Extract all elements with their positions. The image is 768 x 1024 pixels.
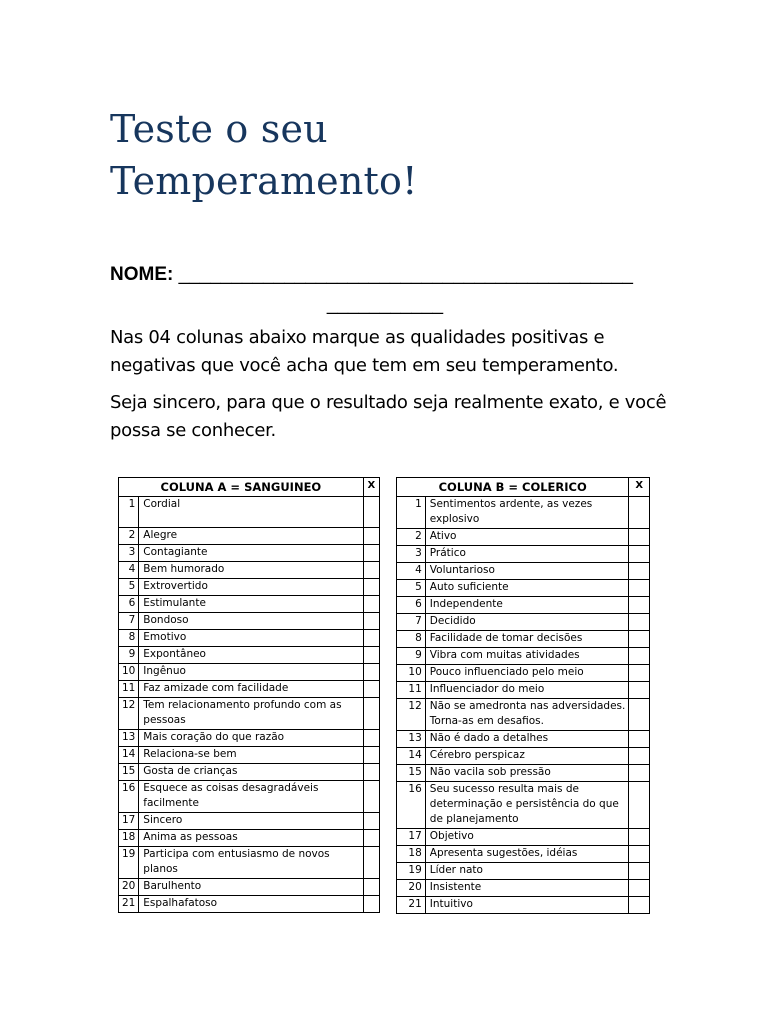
table-row	[119, 613, 380, 630]
row-number: 9	[397, 648, 426, 665]
row-number: 14	[119, 747, 139, 764]
row-number: 13	[119, 730, 139, 747]
table-row	[119, 730, 380, 747]
table-row	[397, 897, 650, 914]
mark-checkbox[interactable]	[629, 529, 650, 546]
mark-checkbox[interactable]	[629, 665, 650, 682]
row-quality: Participa com entusiasmo de novos planos	[139, 847, 363, 879]
table-row	[119, 896, 380, 913]
row-number: 12	[119, 698, 139, 730]
row-quality: Independente	[425, 597, 629, 614]
table-row	[119, 781, 380, 813]
table-row	[119, 879, 380, 896]
row-number: 16	[397, 782, 426, 829]
row-quality: Apresenta sugestões, idéias	[425, 846, 629, 863]
row-number: 18	[119, 830, 139, 847]
table-row	[397, 648, 650, 665]
table-row	[397, 546, 650, 563]
table-row	[397, 765, 650, 782]
row-number: 16	[119, 781, 139, 813]
row-quality: Decidido	[425, 614, 629, 631]
table-row	[397, 829, 650, 846]
row-number: 6	[119, 596, 139, 613]
table-row	[397, 731, 650, 748]
row-quality: Emotivo	[139, 630, 363, 647]
row-quality: Relaciona-se bem	[139, 747, 363, 764]
row-quality: Cérebro perspicaz	[425, 748, 629, 765]
instructions-paragraph: Nas 04 colunas abaixo marque as qualidades positivas e negativas que você acha que tem em seu temperamento.	[110, 327, 619, 376]
page-title	[110, 103, 418, 207]
table-row	[397, 563, 650, 580]
mark-checkbox[interactable]	[363, 698, 379, 730]
table-row	[119, 630, 380, 647]
mark-checkbox[interactable]	[629, 880, 650, 897]
row-number: 8	[119, 630, 139, 647]
mark-checkbox[interactable]	[363, 747, 379, 764]
table-row	[397, 631, 650, 648]
table-row	[119, 562, 380, 579]
row-quality: Ingênuo	[139, 664, 363, 681]
mark-checkbox[interactable]	[629, 580, 650, 597]
table-coluna-a	[118, 477, 380, 913]
table-b-x-header: X	[629, 478, 650, 497]
row-quality: Bondoso	[139, 613, 363, 630]
row-number: 18	[397, 846, 426, 863]
mark-checkbox[interactable]	[629, 597, 650, 614]
table-row	[397, 597, 650, 614]
table-row	[119, 747, 380, 764]
table-a-x-header: X	[363, 478, 379, 497]
row-quality: Líder nato	[425, 863, 629, 880]
name-label: NOME:	[110, 264, 174, 285]
row-number: 17	[397, 829, 426, 846]
name-blank-line-1[interactable]: ___________________________________________	[173, 264, 633, 285]
row-quality: Auto suficiente	[425, 580, 629, 597]
row-quality: Insistente	[425, 880, 629, 897]
mark-checkbox[interactable]	[629, 563, 650, 580]
table-row	[397, 682, 650, 699]
row-number: 7	[397, 614, 426, 631]
mark-checkbox[interactable]	[363, 764, 379, 781]
mark-checkbox[interactable]	[363, 497, 379, 528]
mark-checkbox[interactable]	[363, 781, 379, 813]
row-number: 6	[397, 597, 426, 614]
mark-checkbox[interactable]	[363, 562, 379, 579]
row-quality: Vibra com muitas atividades	[425, 648, 629, 665]
mark-checkbox[interactable]	[363, 830, 379, 847]
row-quality: Extrovertido	[139, 579, 363, 596]
mark-checkbox[interactable]	[629, 846, 650, 863]
mark-checkbox[interactable]	[363, 681, 379, 698]
row-number: 21	[119, 896, 139, 913]
table-row	[119, 664, 380, 681]
mark-checkbox[interactable]	[363, 847, 379, 879]
row-number: 12	[397, 699, 426, 731]
row-number: 11	[397, 682, 426, 699]
table-row	[119, 528, 380, 545]
table-row	[397, 614, 650, 631]
mark-checkbox[interactable]	[363, 596, 379, 613]
row-quality: Não se amedronta nas adversidades. Torna-as em desafios.	[425, 699, 629, 731]
row-quality: Contagiante	[139, 545, 363, 562]
mark-checkbox[interactable]	[629, 682, 650, 699]
mark-checkbox[interactable]	[629, 829, 650, 846]
row-quality: Não vacila sob pressão	[425, 765, 629, 782]
row-quality: Prático	[425, 546, 629, 563]
row-quality: Ativo	[425, 529, 629, 546]
table-row	[119, 647, 380, 664]
table-row	[397, 846, 650, 863]
row-quality: Barulhento	[139, 879, 363, 896]
row-quality: Facilidade de tomar decisões	[425, 631, 629, 648]
row-number: 19	[119, 847, 139, 879]
row-quality: Objetivo	[425, 829, 629, 846]
row-quality: Tem relacionamento profundo com as pessoas	[139, 698, 363, 730]
table-row	[397, 880, 650, 897]
table-row	[119, 596, 380, 613]
row-number: 5	[397, 580, 426, 597]
mark-checkbox[interactable]	[363, 896, 379, 913]
table-row	[119, 813, 380, 830]
row-number: 7	[119, 613, 139, 630]
row-quality: Expontâneo	[139, 647, 363, 664]
row-quality: Bem humorado	[139, 562, 363, 579]
mark-checkbox[interactable]	[363, 528, 379, 545]
mark-checkbox[interactable]	[629, 497, 650, 529]
mark-checkbox[interactable]	[363, 579, 379, 596]
table-row	[119, 545, 380, 562]
table-row	[397, 580, 650, 597]
row-number: 4	[397, 563, 426, 580]
row-number: 10	[397, 665, 426, 682]
table-row	[397, 863, 650, 880]
mark-checkbox[interactable]	[629, 731, 650, 748]
mark-checkbox[interactable]	[629, 897, 650, 914]
row-quality: Influenciador do meio	[425, 682, 629, 699]
row-number: 14	[397, 748, 426, 765]
row-quality: Gosta de crianças	[139, 764, 363, 781]
row-quality: Sincero	[139, 813, 363, 830]
row-quality: Seu sucesso resulta mais de determinação e persistência do que de planejamento	[425, 782, 629, 829]
row-quality: Faz amizade com facilidade	[139, 681, 363, 698]
table-b-header: COLUNA B = COLERICO	[397, 478, 629, 497]
row-number: 3	[397, 546, 426, 563]
mark-checkbox[interactable]	[629, 546, 650, 563]
row-quality: Esquece as coisas desagradáveis facilmente	[139, 781, 363, 813]
row-quality: Mais coração do que razão	[139, 730, 363, 747]
row-quality: Anima as pessoas	[139, 830, 363, 847]
row-number: 13	[397, 731, 426, 748]
mark-checkbox[interactable]	[629, 765, 650, 782]
row-number: 2	[397, 529, 426, 546]
row-number: 21	[397, 897, 426, 914]
row-number: 1	[397, 497, 426, 529]
table-row	[397, 665, 650, 682]
mark-checkbox[interactable]	[629, 782, 650, 829]
table-row	[397, 699, 650, 731]
mark-checkbox[interactable]	[629, 863, 650, 880]
table-row	[397, 497, 650, 529]
row-number: 17	[119, 813, 139, 830]
table-row	[119, 847, 380, 879]
row-number: 3	[119, 545, 139, 562]
row-number: 1	[119, 497, 139, 528]
table-a-header: COLUNA A = SANGUINEO	[119, 478, 364, 497]
row-quality: Estimulante	[139, 596, 363, 613]
mark-checkbox[interactable]	[629, 631, 650, 648]
mark-checkbox[interactable]	[629, 699, 650, 731]
title-line-1: Teste o seu	[110, 107, 328, 151]
mark-checkbox[interactable]	[363, 647, 379, 664]
mark-checkbox[interactable]	[363, 879, 379, 896]
row-quality: Pouco influenciado pelo meio	[425, 665, 629, 682]
mark-checkbox[interactable]	[363, 613, 379, 630]
row-number: 15	[397, 765, 426, 782]
table-row	[119, 764, 380, 781]
mark-checkbox[interactable]	[363, 545, 379, 562]
table-row	[397, 748, 650, 765]
row-quality: Alegre	[139, 528, 363, 545]
row-quality: Intuitivo	[425, 897, 629, 914]
name-field	[110, 260, 660, 320]
name-blank-line-2[interactable]: ___________	[326, 294, 444, 315]
sincerity-paragraph: Seja sincero, para que o resultado seja realmente exato, e você possa se conhecer.	[110, 392, 667, 441]
mark-checkbox[interactable]	[363, 630, 379, 647]
row-number: 8	[397, 631, 426, 648]
mark-checkbox[interactable]	[363, 730, 379, 747]
row-number: 20	[397, 880, 426, 897]
table-row	[397, 782, 650, 829]
table-row	[119, 579, 380, 596]
table-coluna-b	[396, 477, 650, 914]
row-quality: Espalhafatoso	[139, 896, 363, 913]
row-number: 19	[397, 863, 426, 880]
mark-checkbox[interactable]	[629, 748, 650, 765]
table-row	[119, 830, 380, 847]
table-row	[119, 681, 380, 698]
row-quality: Cordial	[139, 497, 363, 528]
table-row	[119, 698, 380, 730]
mark-checkbox[interactable]	[629, 614, 650, 631]
row-number: 2	[119, 528, 139, 545]
row-number: 9	[119, 647, 139, 664]
row-quality: Não é dado a detalhes	[425, 731, 629, 748]
row-number: 11	[119, 681, 139, 698]
row-number: 15	[119, 764, 139, 781]
table-row	[397, 529, 650, 546]
mark-checkbox[interactable]	[363, 664, 379, 681]
row-number: 5	[119, 579, 139, 596]
row-number: 10	[119, 664, 139, 681]
row-number: 4	[119, 562, 139, 579]
table-row	[119, 497, 380, 528]
row-quality: Voluntarioso	[425, 563, 629, 580]
mark-checkbox[interactable]	[629, 648, 650, 665]
row-quality: Sentimentos ardente, as vezes explosivo	[425, 497, 629, 529]
title-line-2: Temperamento!	[110, 159, 418, 203]
mark-checkbox[interactable]	[363, 813, 379, 830]
row-number: 20	[119, 879, 139, 896]
